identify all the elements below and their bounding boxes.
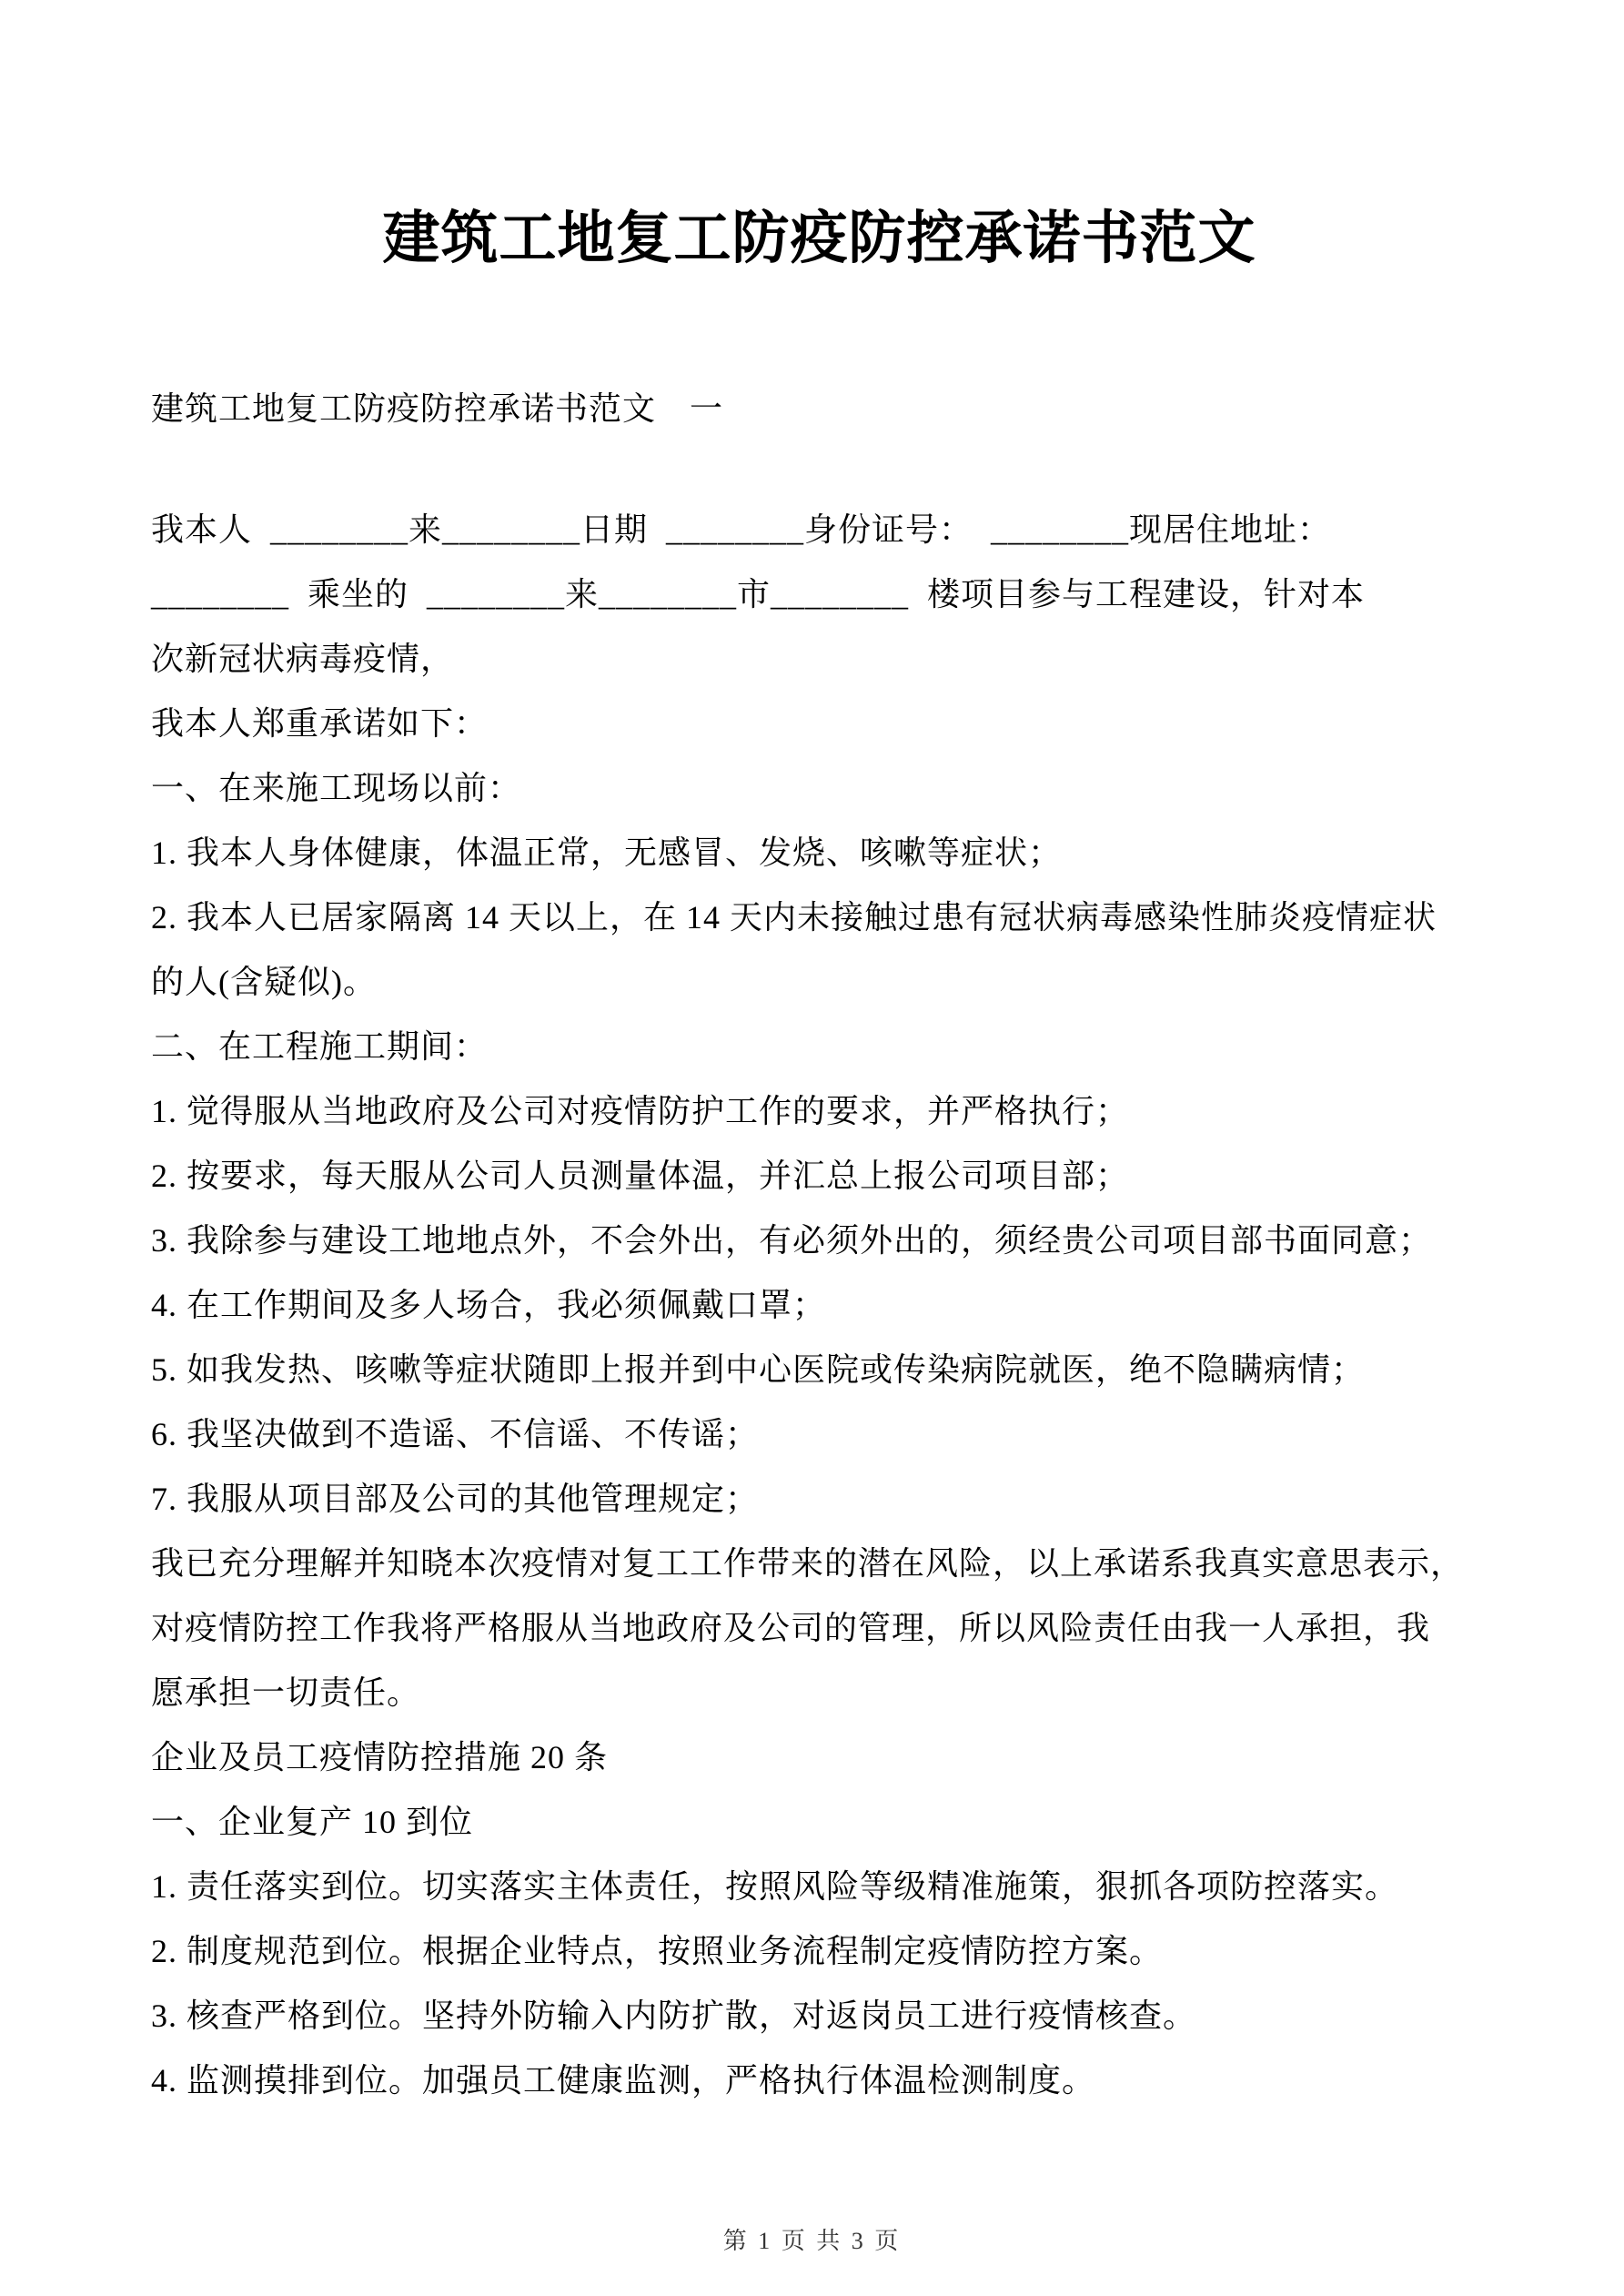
list-item: 4. 监测摸排到位。加强员工健康监测，严格执行体温检测制度。 [151, 2062, 1096, 2099]
list-item: 7. 我服从项目部及公司的其他管理规定； [151, 1481, 760, 1517]
subtitle-measures: 企业及员工疫情防控措施 20 条 [151, 1739, 609, 1775]
body-line: 愿承担一切责任。 [151, 1674, 421, 1711]
list-item: 3. 核查严格到位。坚持外防输入内防扩散，对返岗员工进行疫情核查。 [151, 1998, 1197, 2034]
list-item: 5. 如我发热、咳嗽等症状随即上报并到中心医院或传染病院就医，绝不隐瞒病情； [151, 1351, 1366, 1388]
list-item: 1. 我本人身体健康，体温正常，无感冒、发烧、咳嗽等症状； [151, 834, 1063, 871]
list-item: 2. 我本人已居家隔离 14 天以上，在 14 天内未接触过患有冠状病毒感染性肺炎疫情症状 [151, 899, 1437, 936]
body-line-fill-in-2: ________ 乘坐的 ________来________市________ 楼项目参与工程建设，针对本 [151, 576, 1366, 612]
section-heading-1: 一、在来施工现场以前： [151, 770, 522, 806]
list-item: 1. 觉得服从当地政府及公司对疫情防护工作的要求，并严格执行； [151, 1093, 1130, 1129]
body-line-fill-in-1: 我本人 ________来________日期 ________身份证号： ________现居住地址： [151, 511, 1332, 548]
list-item: 1. 责任落实到位。切实落实主体责任，按照风险等级精准施策，狠抓各项防控落实。 [151, 1868, 1399, 1905]
document-title: 建筑工地复工防疫防控承诺书范文 [382, 207, 1256, 270]
body-line: 我已充分理解并知晓本次疫情对复工工作带来的潜在风险，以上承诺系我真实意思表示， [151, 1545, 1465, 1582]
body-line: 我本人郑重承诺如下： [151, 705, 489, 742]
intro-line: 建筑工地复工防疫防控承诺书范文 一 [151, 390, 724, 427]
body-line: 次新冠状病毒疫情， [151, 641, 455, 677]
section-heading-3: 一、企业复产 10 到位 [151, 1804, 474, 1840]
body-line: 对疫情防控工作我将严格服从当地政府及公司的管理，所以风险责任由我一人承担，我 [151, 1610, 1431, 1646]
list-item: 4. 在工作期间及多人场合，我必须佩戴口罩； [151, 1287, 827, 1323]
list-item-continuation: 的人(含疑似)。 [151, 964, 377, 1000]
section-heading-2: 二、在工程施工期间： [151, 1028, 489, 1065]
list-item: 6. 我坚决做到不造谣、不信谣、不传谣； [151, 1416, 760, 1452]
list-item: 3. 我除参与建设工地地点外，不会外出，有必须外出的，须经贵公司项目部书面同意； [151, 1222, 1433, 1259]
page-number-footer: 第 1 页 共 3 页 [722, 2228, 902, 2254]
list-item: 2. 按要求，每天服从公司人员测量体温，并汇总上报公司项目部； [151, 1158, 1130, 1194]
list-item: 2. 制度规范到位。根据企业特点，按照业务流程制定疫情防控方案。 [151, 1933, 1164, 1969]
